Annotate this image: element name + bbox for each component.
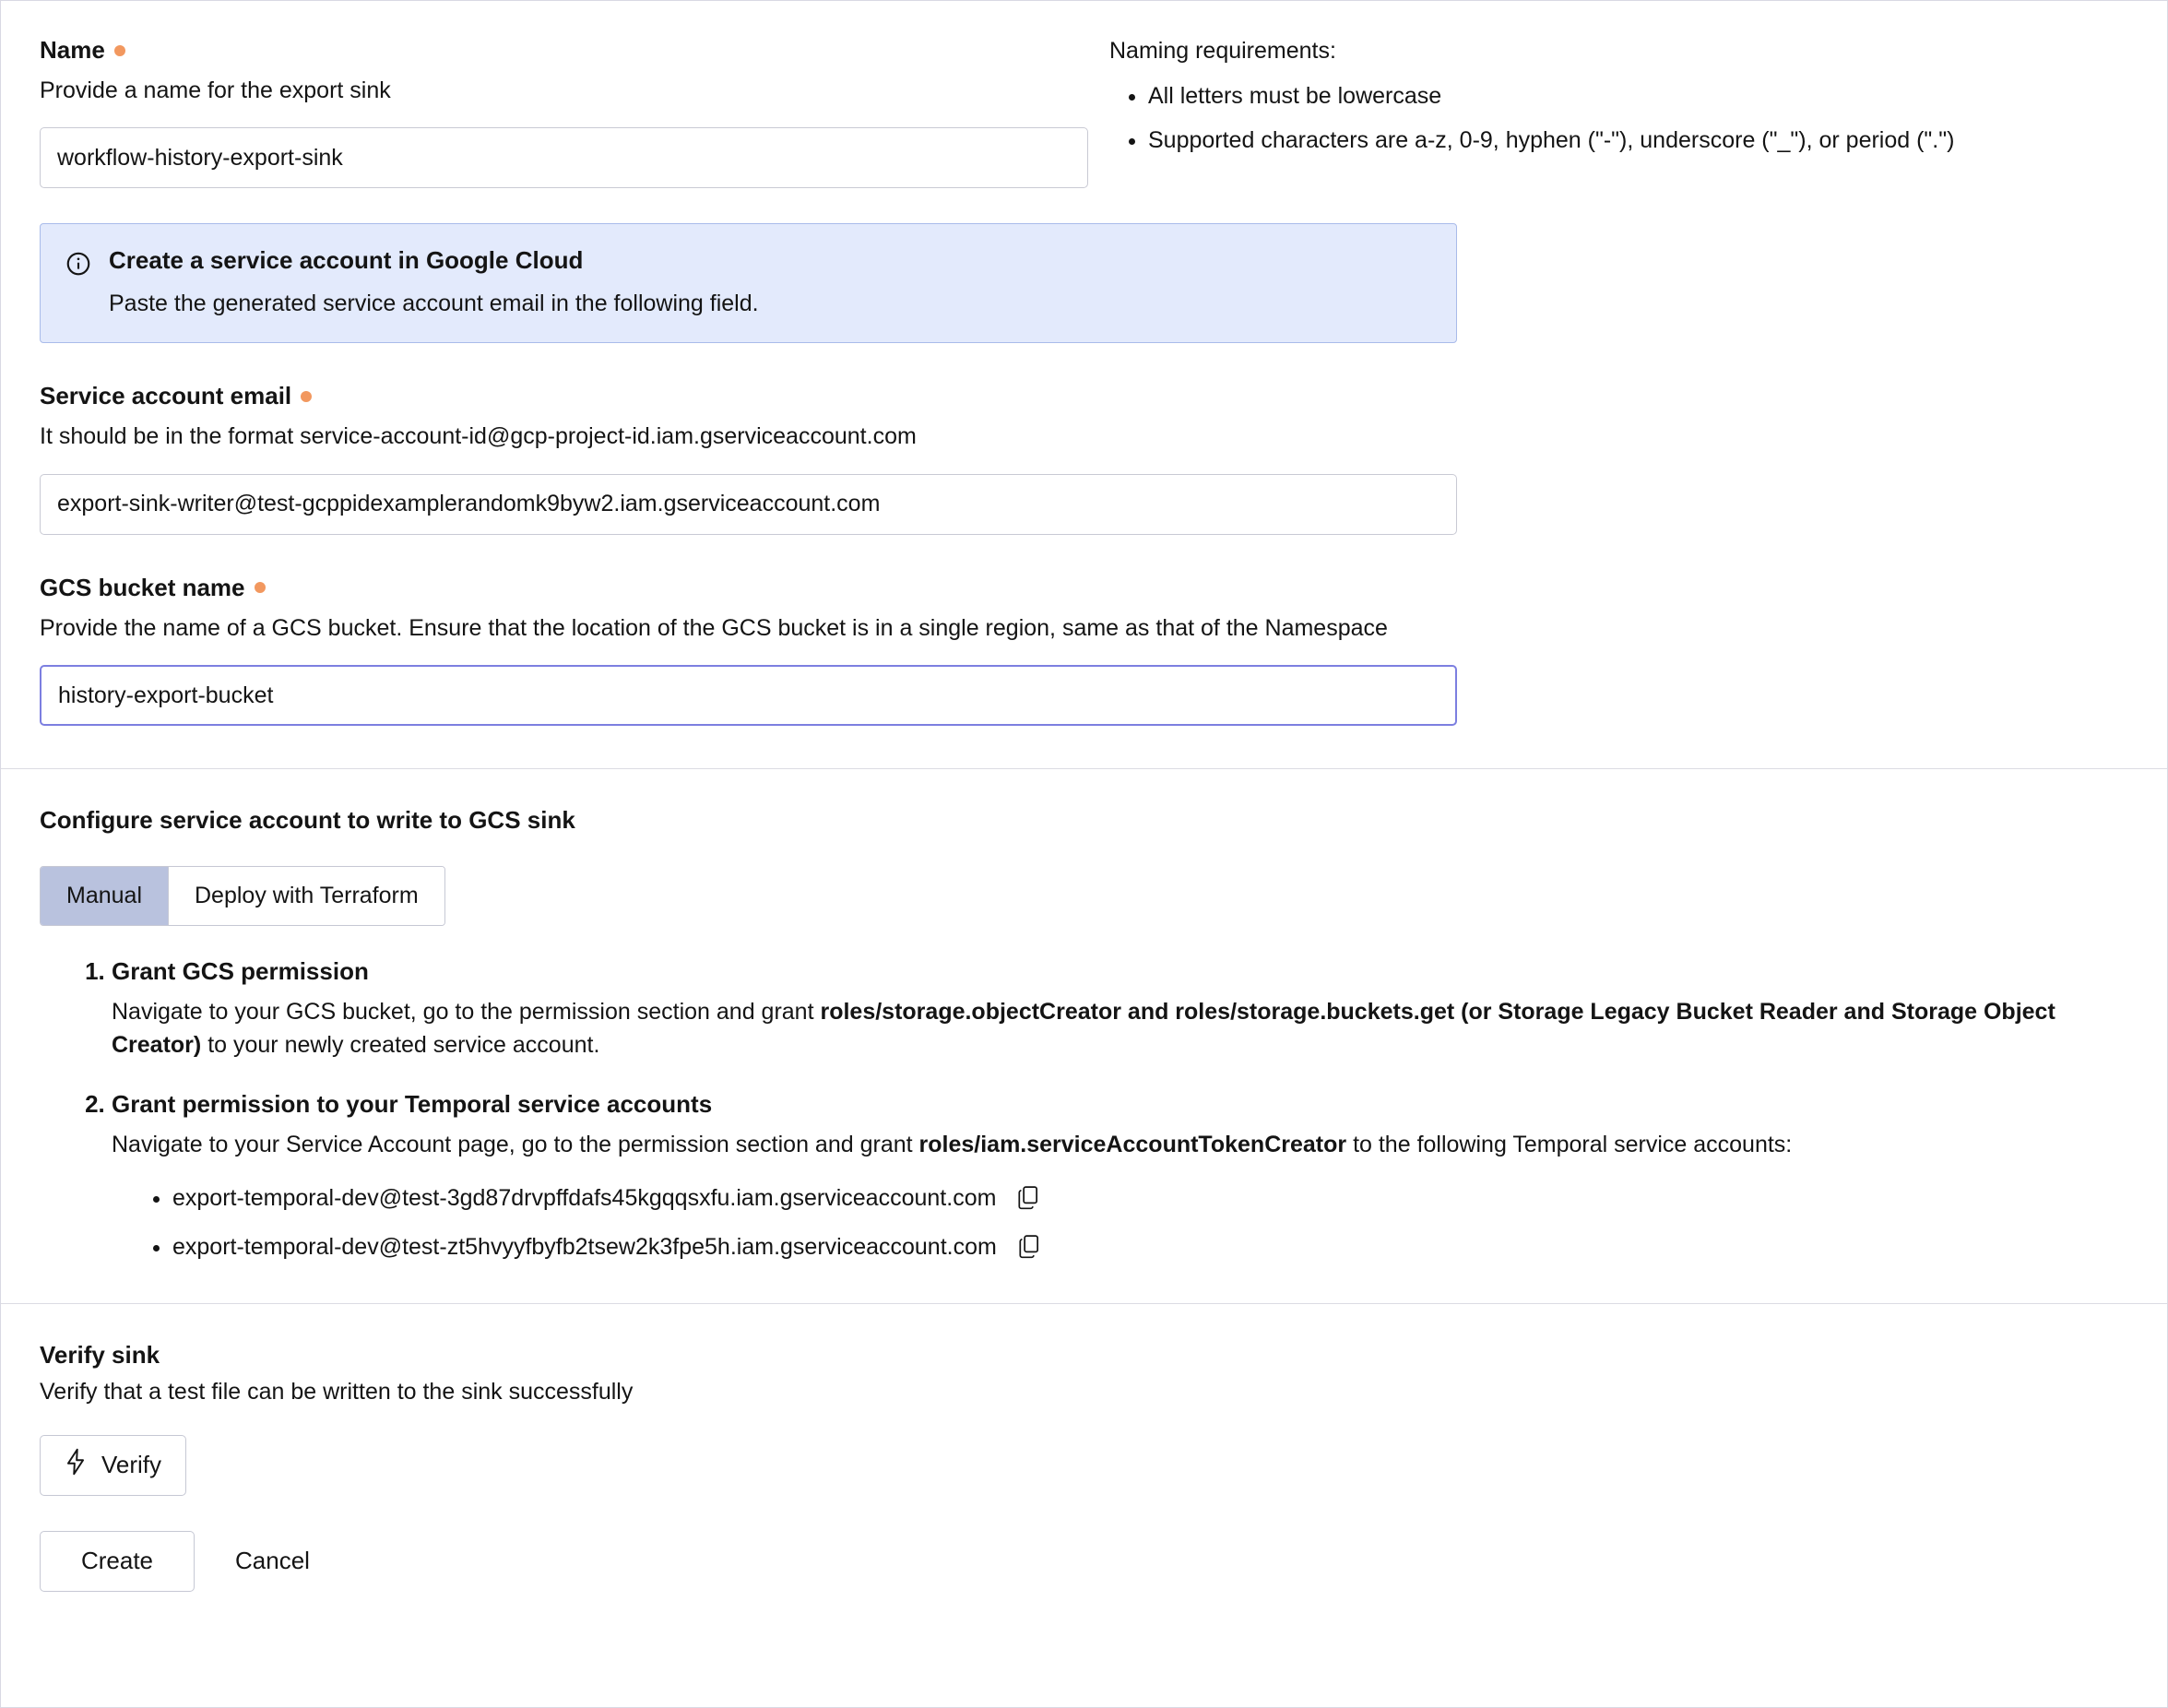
verify-section-subtitle: Verify that a test file can be written to the sink successfully [40, 1378, 634, 1405]
service-account-email-input[interactable] [40, 474, 1457, 535]
service-account-row [172, 1185, 1040, 1212]
divider [1, 768, 2167, 769]
callout-text-group [109, 246, 759, 318]
service-account-email-value: • export-temporal-dev@test-zt5hvyyfbyfb2tsew2k3fpe5h.iam.gserviceaccount.com [172, 1233, 997, 1260]
required-dot-icon [255, 582, 266, 593]
service-account-email-label-row [40, 382, 2128, 410]
callout-subtitle: Paste the generated service account email in the following field. [109, 290, 759, 316]
info-icon [65, 250, 92, 278]
form-actions [40, 1531, 2128, 1601]
list-item [172, 1185, 2128, 1212]
tab-deploy-with-terraform[interactable]: Deploy with Terraform [168, 867, 444, 925]
service-account-callout [40, 223, 1457, 343]
gcs-bucket-name-group [40, 574, 2128, 726]
step-body-part-bold: roles/storage.objectCreator and roles/storage.buckets.get (or Storage Legacy Bucket Reader and Storage Object Creator) [112, 999, 2055, 1059]
name-input[interactable] [40, 127, 1088, 188]
tab-manual[interactable]: Manual [41, 867, 168, 925]
required-dot-icon [301, 391, 312, 402]
naming-requirements-list [1109, 79, 1954, 158]
verify-button-label: Verify [101, 1451, 162, 1479]
step-body-part: Navigate to your Service Account page, go to the permission section and grant [112, 1131, 919, 1157]
step-title: Grant GCS permission [112, 957, 369, 985]
configure-steps [40, 957, 2128, 1261]
configure-section-title: Configure service account to write to GCS sink [40, 806, 575, 834]
step-title: Grant permission to your Temporal service accounts [112, 1089, 713, 1118]
naming-requirements-title: Naming requirements: [1109, 38, 1336, 64]
name-label-row [40, 36, 1109, 65]
create-button[interactable] [40, 1531, 195, 1592]
naming-requirement-item: • Supported characters are a-z, 0-9, hyphen ("-"), underscore ("_"), or period (".") [1148, 124, 1954, 159]
step-body-part-bold: roles/iam.serviceAccountTokenCreator [918, 1131, 1347, 1157]
service-account-email-helper-text: It should be in the format service-account-id@gcp-project-id.iam.gserviceaccount.com [40, 423, 917, 450]
gcs-bucket-name-label: GCS bucket name [40, 573, 245, 601]
divider [1, 1303, 2167, 1304]
naming-requirement-item: • All letters must be lowercase [1148, 79, 1954, 114]
service-account-row [172, 1234, 1041, 1261]
service-account-email-value: • export-temporal-dev@test-3gd87drvpffdafs45kgqqsxfu.iam.gserviceaccount.com [172, 1184, 997, 1211]
name-section [40, 36, 2128, 188]
naming-requirements [1109, 36, 1954, 167]
step-grant-gcs-permission [112, 957, 2128, 1062]
copy-icon[interactable] [1017, 1234, 1041, 1260]
copy-icon[interactable] [1016, 1185, 1040, 1211]
verify-button[interactable] [40, 1435, 186, 1496]
verify-section-title: Verify sink [40, 1340, 160, 1369]
name-field-group [40, 36, 1109, 188]
name-helper-text: Provide a name for the export sink [40, 77, 391, 104]
step-body-part: Navigate to your GCS bucket, go to the permission section and grant [112, 999, 821, 1025]
configure-method-tabs [40, 866, 445, 926]
name-label: Name [40, 36, 105, 64]
service-account-email-label: Service account email [40, 382, 292, 410]
service-account-email-group [40, 382, 2128, 534]
step-body-part: to your newly created service account. [201, 1032, 600, 1059]
callout-title: Create a service account in Google Cloud [109, 246, 584, 275]
step-body [112, 995, 2128, 1062]
step-body-part: to the following Temporal service accounts: [1346, 1131, 1793, 1157]
gcs-bucket-name-input[interactable] [40, 665, 1457, 726]
cancel-button[interactable]: Cancel [226, 1547, 319, 1575]
gcs-bucket-name-helper-text: Provide the name of a GCS bucket. Ensure that the location of the GCS bucket is in a single region, same as that of the Namespace [40, 614, 1388, 641]
temporal-service-account-list [112, 1185, 2128, 1261]
list-item [172, 1234, 2128, 1261]
gcs-bucket-name-label-row [40, 574, 2128, 602]
lightning-bolt-icon [65, 1448, 87, 1482]
step-grant-temporal-service-accounts [112, 1090, 2128, 1261]
create-button-label: Create [80, 1547, 154, 1575]
step-body [112, 1128, 2128, 1161]
required-dot-icon [114, 45, 125, 56]
